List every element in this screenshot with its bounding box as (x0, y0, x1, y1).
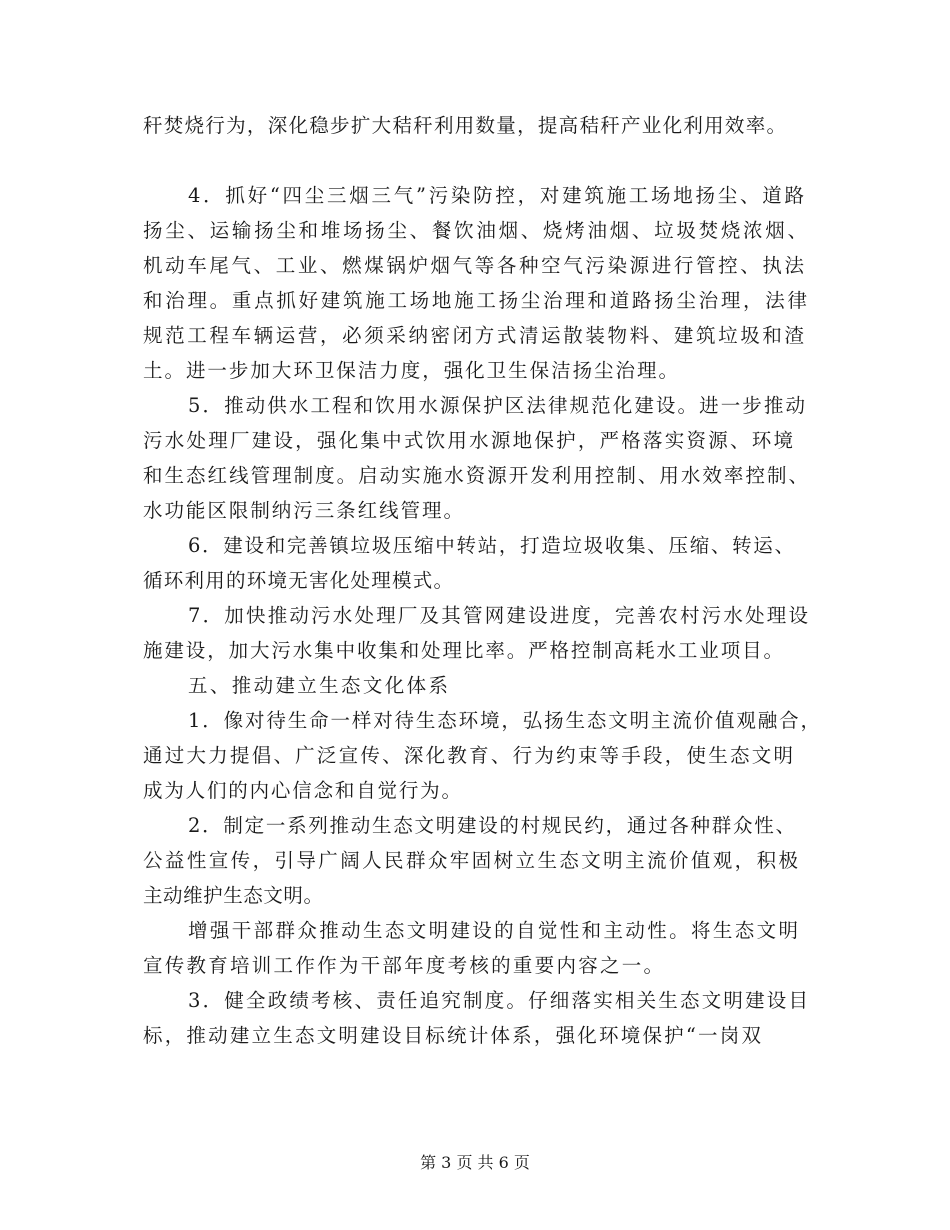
text-line: 污水处理厂建设，强化集中式饮用水源地保护，严格落实资源、环境 (143, 429, 796, 452)
text-line: 规范工程车辆运营，必须采纳密闭方式清运散装物料、建筑垃圾和渣 (143, 324, 807, 347)
text-line: 通过大力提倡、广泛宣传、深化教育、行为约束等手段，使生态文明 (143, 744, 796, 767)
text-line: 6．建设和完善镇垃圾压缩中转站，打造垃圾收集、压缩、转运、 (188, 534, 796, 557)
page-footer: 第 3 页 共 6 页 (420, 1153, 530, 1172)
text-line: 1．像对待生命一样对待生态环境，弘扬生态文明主流价值观融合， (188, 709, 822, 732)
text-line: 4．抓好“四尘三烟三气”污染防控，对建筑施工场地扬尘、道路 (188, 184, 807, 207)
text-line: 宣传教育培训工作作为干部年度考核的重要内容之一。 (143, 954, 666, 977)
text-line: 机动车尾气、工业、燃煤锅炉烟气等各种空气污染源进行管控、执法 (143, 254, 807, 277)
text-line: 扬尘、运输扬尘和堆场扬尘、餐饮油烟、烧烤油烟、垃圾焚烧浓烟、 (143, 219, 810, 242)
text-line: 增强干部群众推动生态文明建设的自觉性和主动性。将生态文明 (188, 919, 801, 942)
text-line: 公益性宣传，引导广阔人民群众牢固树立生态文明主流价值观，积极 (143, 849, 801, 872)
text-line: 2．制定一系列推动生态文明建设的村规民约，通过各种群众性、 (188, 814, 797, 837)
text-line: 五、推动建立生态文化体系 (188, 674, 451, 697)
text-line: 和生态红线管理制度。启动实施水资源开发利用控制、用水效率控制、 (143, 464, 811, 487)
text-line: 成为人们的内心信念和自觉行为。 (143, 779, 463, 802)
text-line: 标，推动建立生态文明建设目标统计体系，强化环境保护“一岗双 (143, 1024, 764, 1047)
text-line: 施建设，加大污水集中收集和处理比率。严格控制高耗水工业项目。 (143, 639, 785, 662)
text-line: 主动维护生态文明。 (143, 884, 324, 907)
text-line: 7．加快推动污水处理厂及其管网建设进度，完善农村污水处理设 (188, 604, 811, 627)
text-line: 和治理。重点抓好建筑施工场地施工扬尘治理和道路扬尘治理，法律 (143, 289, 810, 312)
text-line: 水功能区限制纳污三条红线管理。 (143, 499, 465, 522)
text-line: 5．推动供水工程和饮用水源保护区法律规范化建设。进一步推动 (188, 394, 808, 417)
text-line: 土。进一步加大环卫保洁力度，强化卫生保洁扬尘治理。 (143, 359, 680, 382)
text-line: 循环利用的环境无害化处理模式。 (143, 569, 455, 592)
text-line: 秆焚烧行为，深化稳步扩大秸秆利用数量，提高秸秆产业化利用效率。 (143, 114, 788, 137)
text-line: 3．健全政绩考核、责任追究制度。仔细落实相关生态文明建设目 (188, 989, 811, 1012)
